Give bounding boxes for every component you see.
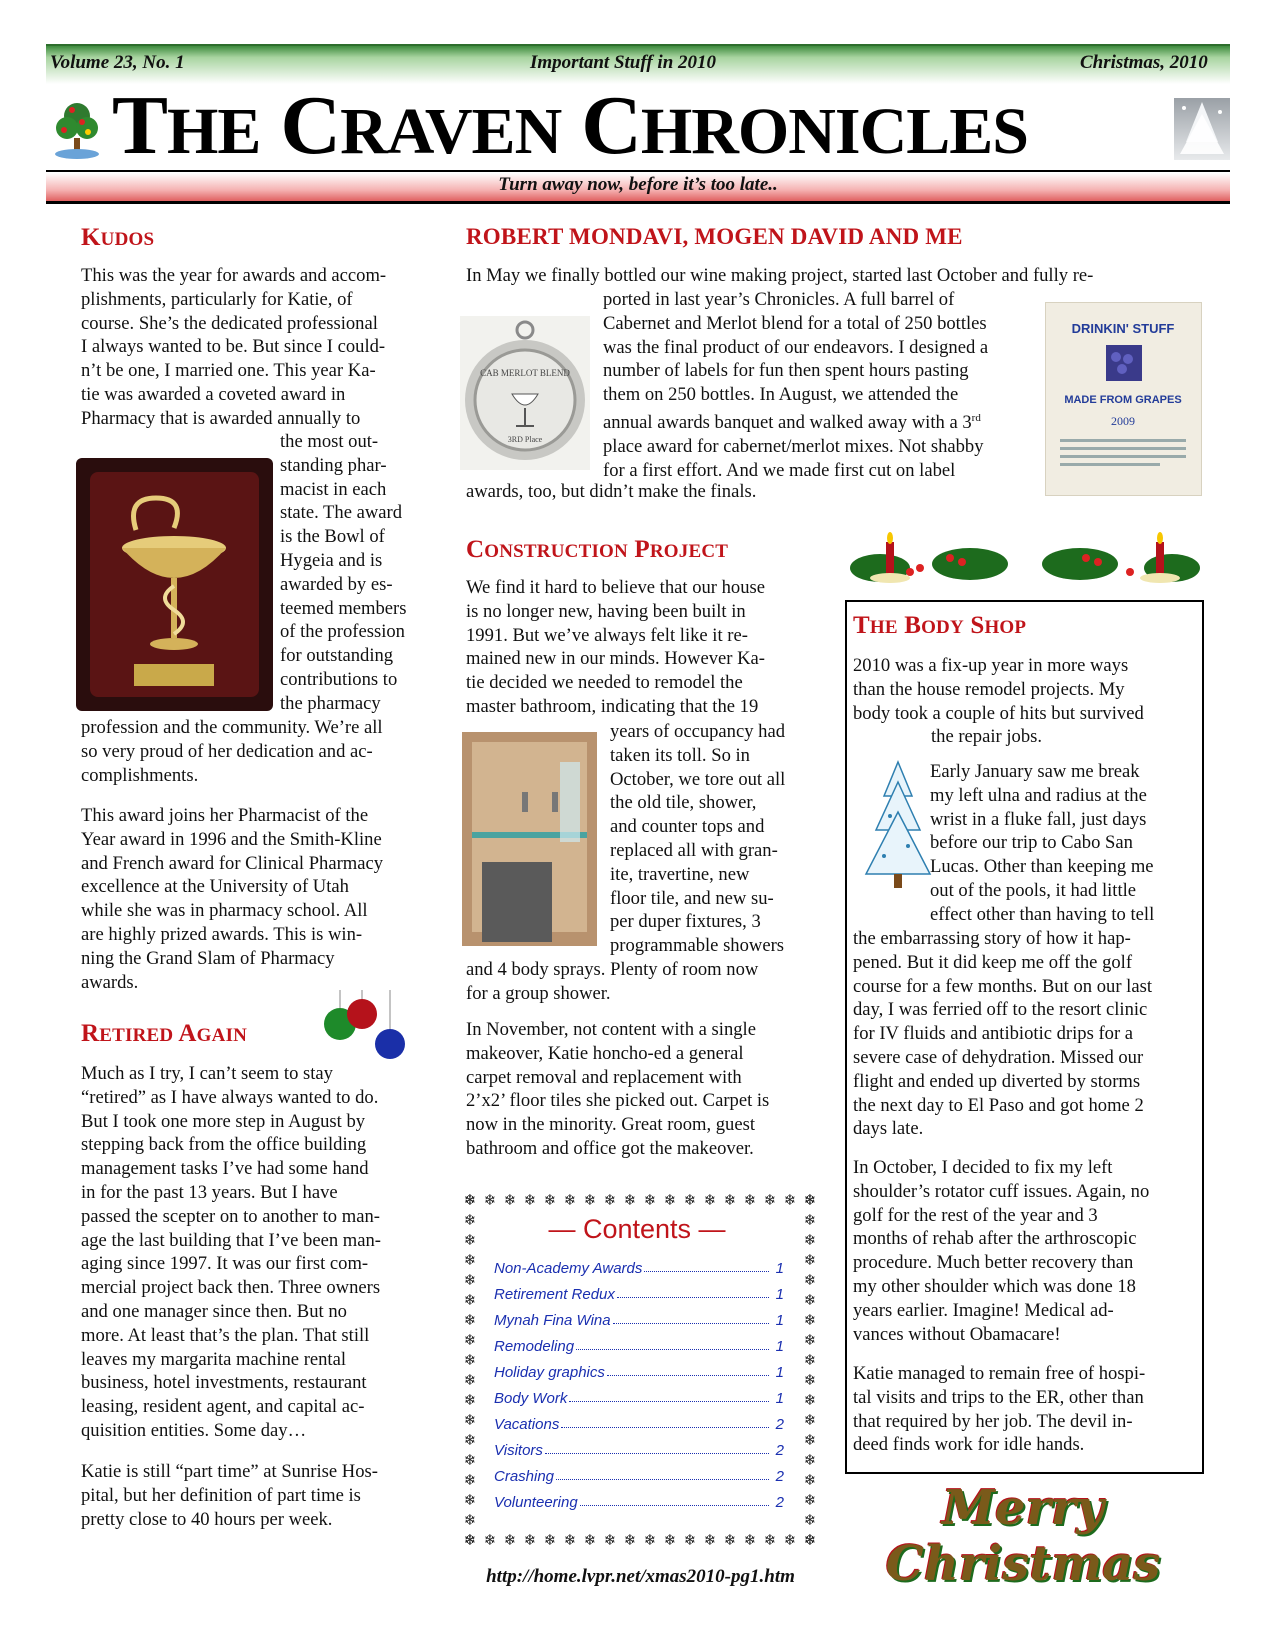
body-shop-paragraph-2-tail: the embarrassing story of how it hap- pened. But it did keep me off the golf course for a few months. But on our last day, I was ferried off to the resort clinic for IV fluids and antibiotic drips for a severe case of dehydration. Missed our flight and ended up diverted by storms the next day to El Paso and got home 2 days late. [853,928,1152,1140]
tagline: Turn away now, before it’s too late.. [498,174,778,195]
body-shop-paragraph-3: In October, I decided to fix my left shoulder’s rotator cuff issues. Again, no golf for the rest of the year and 3 months of rehab after the arthroscopic procedure. Much better recovery than my other shoulder which was done 18 years earlier. Imagine! Medical ad- vances without Obamacare! [853,1157,1150,1345]
toc-item[interactable]: Visitors 2 [494,1442,784,1459]
masthead-rule [46,170,1230,172]
kudos-paragraph-2: This award joins her Pharmacist of the Year award in 1996 and the Smith-Kline and French award for Clinical Pharmacy excellence at the University of Utah while she was in pharmacy school. All are highly prized awards. This is win- ning the Grand Slam of Pharmacy awards. [81,805,384,993]
toc-item[interactable]: Non-Academy Awards 1 [494,1260,784,1277]
medal-text: CAB MERLOT BLEND [480,368,570,378]
toc-item[interactable]: Vacations 2 [494,1416,784,1433]
toc-item[interactable]: Volunteering 2 [494,1494,784,1511]
toc-item[interactable]: Retirement Redux 1 [494,1286,784,1303]
holly-tree-icon [52,96,102,160]
wine-medal-photo [460,316,590,470]
toc-item[interactable]: Crashing 2 [494,1468,784,1485]
holly-candle-icon [850,528,1010,592]
kudos-heading: KUDOS [81,224,155,251]
body-shop-paragraph-1: 2010 was a fix-up year in more ways than the house remodel projects. My body took a couple of hits but survived the repair jobs. [853,655,1144,748]
kudos-paragraph-1-tail: profession and the community. We’re all so very proud of her dedication and ac- complishments. [81,717,383,786]
retired-paragraph-1: Much as I try, I can’t seem to stay “retired” as I have always wanted to do. But I took one more step in August by stepping back from the office building management tasks I’ve had some hand in for the past 13 years. But I have passed the scepter on to another to man- age the last building that I’ve been man- aging since 1997. It was our first com- mercial project back then. Three owners and one manager since then. But no more. At least that’s the plan. That still leaves my margarita machine rental business, hotel investments, restaurant leasing, resident agent, and capital ac- quisition entities. Some day… [81,1063,381,1441]
snowy-tree-icon [860,756,938,896]
subject-label: Important Stuff in 2010 [530,52,717,73]
edition-label: Christmas, 2010 [1080,52,1208,73]
award-plaque-photo [76,458,273,711]
retired-heading: RETIRED AGAIN [81,1020,248,1047]
toc-item[interactable]: Body Work 1 [494,1390,784,1407]
construction-heading: CONSTRUCTION PROJECT [466,536,729,563]
holly-candle-icon [1040,528,1200,592]
toc-item[interactable]: Remodeling 1 [494,1338,784,1355]
label-bottom-text: MADE FROM GRAPES [1064,394,1182,406]
wine-paragraph-tail: awards, too, but didn’t make the finals. [466,481,757,502]
toc-item[interactable]: Holiday graphics 1 [494,1364,784,1381]
masthead-title: THE CRAVEN CHRONICLES [112,79,1029,172]
shower-remodel-photo [462,732,597,946]
contents-title: — Contents — [548,1214,726,1244]
construction-paragraph-1-tail: and 4 body sprays. Plenty of room now for a group shower. [466,959,759,1004]
wine-heading: ROBERT MONDAVI, MOGEN DAVID AND ME [466,224,963,249]
wine-paragraph-line1: In May we finally bottled our wine making project, started last October and fully re- [466,265,1094,286]
body-shop-heading: THE BODY SHOP [853,612,1027,639]
snow-tree-photo [1174,98,1230,160]
construction-paragraph-1-wrap: years of occupancy had taken its toll. So in October, we tore out all the old tile, shower, and counter tops and replaced all with gran- ite, travertine, new floor tile, and new su- per duper fixtures, 3 programmable showers [610,721,786,957]
contents-box [460,1190,815,1546]
toc-item[interactable]: Mynah Fina Wina 1 [494,1312,784,1329]
construction-paragraph-1: We find it hard to believe that our house is no longer new, having been built in 1991. But we’ve always felt like it re- mained new in our minds. However Ka- tie decided we needed to remodel the master bathroom, indicating that the 19 [466,577,766,717]
wine-paragraph-wrap: ported in last year’s Chronicles. A full barrel of Cabernet and Merlot blend for a total of 250 bottles was the final product of our endeavors. I designed a number of labels for fun then spent hours pasting them on 250 bottles. In August, we attended the annual awards banquet and walked away with a 3rd place award for cabernet/merlot mixes. Not shabby for a first effort. And we made first cut on label [603,289,989,481]
label-year: 2009 [1111,414,1135,428]
footer-url[interactable]: http://home.lvpr.net/xmas2010-pg1.htm [486,1566,795,1587]
wine-label-image [1045,302,1202,496]
merry-christmas-banner: Merry Christmas [885,1480,1161,1592]
retired-paragraph-2: Katie is still “part time” at Sunrise Hos- pital, but her definition of part time is pretty close to 40 hours per week. [81,1461,378,1530]
medal-bottom-text: 3RD Place [507,435,543,444]
construction-paragraph-2: In November, not content with a single makeover, Katie honcho-ed a general carpet removal and replacement with 2’x2’ floor tiles she picked out. Carpet is now in the minority. Great room, guest bathroom and office got the makeover. [466,1019,770,1159]
ornaments-icon [320,990,410,1062]
body-shop-paragraph-4: Katie managed to remain free of hospi- tal visits and trips to the ER, other than that required by her job. The devil in- deed finds work for idle hands. [853,1363,1146,1456]
label-top-text: DRINKIN' STUFF [1071,321,1175,336]
kudos-paragraph-1-wrap: the most out- standing phar- macist in each state. The award is the Bowl of Hygeia and is awarded by es- teemed members of the profession for outstanding contributions to the pharmacy [280,431,407,714]
kudos-paragraph-1: This was the year for awards and accom- plishments, particularly for Katie, of course. She’s the dedicated professional I always wanted to be. But since I could- n’t be one, I married one. This year Ka- tie was awarded a coveted award in Pharmacy that is awarded annually to [81,265,387,429]
body-shop-paragraph-2-wrap: Early January saw me break my left ulna and radius at the wrist in a fluke fall, just days before our trip to Cabo San Lucas. Other than keeping me out of the pools, it had little effect other than having to tell [930,761,1155,925]
volume-label: Volume 23, No. 1 [50,52,185,73]
